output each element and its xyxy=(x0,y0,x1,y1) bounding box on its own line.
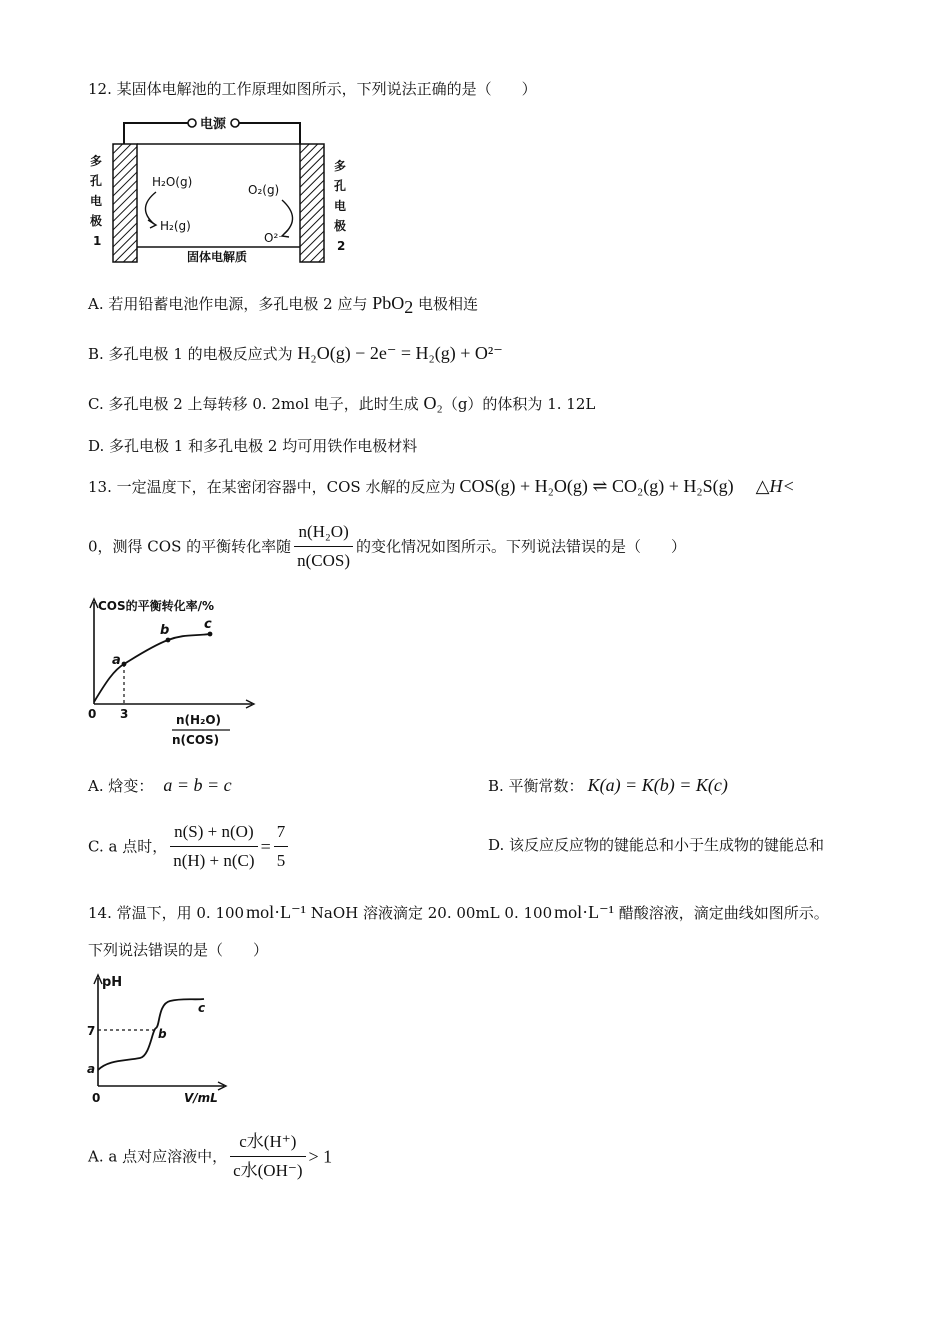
svg-text:孔: 孔 xyxy=(334,179,347,193)
svg-text:多: 多 xyxy=(334,159,347,173)
svg-text:电: 电 xyxy=(334,199,347,213)
q14-tick-7: 7 xyxy=(87,1024,96,1038)
svg-text:极: 极 xyxy=(90,214,103,228)
q13-point-b-dot xyxy=(166,638,171,643)
q13-option-a[interactable]: A. 焓变： a = b = c xyxy=(88,775,232,795)
power-terminal-right xyxy=(231,119,239,127)
q13-xlabel-num: n(H₂O) xyxy=(176,713,222,727)
q14-a-fraction: $\frac{\text{c水(H⁺)}}{\text{c水(OH⁻)}}$ xyxy=(230,1130,305,1183)
q13-option-d[interactable]: D. 该反应反应物的键能总和小于生成物的键能总和 xyxy=(488,836,825,854)
q13-conversion-curve xyxy=(94,634,210,702)
electrode-1-label xyxy=(89,153,102,248)
q14-stem-line1: 14. 常温下，用 0. 100 mol·L⁻¹ NaOH 溶液滴定 20. 00mL 0. 100 mol·L⁻¹ 醋酸溶液，滴定曲线如图所示。 xyxy=(88,902,829,922)
svg-text:2: 2 xyxy=(337,239,346,253)
q12-option-d[interactable]: D. 多孔电极 1 和多孔电极 2 均可用铁作电极材料 xyxy=(88,437,418,455)
electrolyte-label: 固体电解质 xyxy=(187,250,248,264)
o2-label: O₂(g) xyxy=(248,183,280,197)
q13-option-b[interactable]: B. 平衡常数： K(a) = K(b) = K(c) xyxy=(488,775,728,795)
q13-ylabel: COS的平衡转化率/% xyxy=(98,599,215,613)
power-terminal-left xyxy=(188,119,196,127)
q14-xlabel: V/mL xyxy=(184,1091,218,1105)
q13-point-a-dot xyxy=(122,662,127,667)
q12-electrolysis-diagram xyxy=(88,110,358,270)
q14-point-c: c xyxy=(198,1001,206,1015)
h2o-label: H₂O(g) xyxy=(152,175,193,189)
q14-titration-curve xyxy=(98,999,204,1070)
q13-stem-line2: 0，测得 COS 的平衡转化率随 $\frac{\text{n(H₂O)}}{\text{n(COS)}}$ 的变化情况如图所示。下列说法错误的是（ ） xyxy=(88,520,686,573)
svg-text:极: 极 xyxy=(334,219,347,233)
q12-option-c[interactable]: C. 多孔电极 2 上每转移 0. 2mol 电子，此时生成 O₂（g）的体积为 1. 12L xyxy=(88,393,596,413)
q13-c-fraction: $\frac{n(S) + n(O)}{n(H) + n(C)}$ xyxy=(170,820,257,873)
porous-electrode-1 xyxy=(113,144,137,262)
power-label: 电源 xyxy=(200,117,227,132)
q13-stem-line1: 13. 一定温度下，在某密闭容器中，COS 水解的反应为 COS(g) + H₂O(g) ⇌ CO₂(g) + H₂S(g) △H< xyxy=(88,476,795,496)
q13-point-a: a xyxy=(112,653,121,668)
q14-point-a: a xyxy=(87,1062,96,1076)
svg-text:电: 电 xyxy=(90,194,103,208)
electrode-2-label xyxy=(333,158,346,253)
arrow-h2o-to-h2 xyxy=(145,192,156,224)
o2-ion-label: O²⁻ xyxy=(264,231,285,245)
svg-text:1: 1 xyxy=(93,234,102,248)
q12-option-a[interactable]: A. 若用铅蓄电池作电源，多孔电极 2 应与 PbO$_2$ 电极相连 xyxy=(88,293,479,317)
q14-titration-chart xyxy=(84,970,244,1110)
q14-point-b: b xyxy=(158,1027,167,1041)
porous-electrode-2 xyxy=(300,144,324,262)
q14-origin: 0 xyxy=(92,1091,101,1105)
q13-point-c: c xyxy=(204,617,212,632)
h2-label: H₂(g) xyxy=(160,219,191,233)
svg-text:孔: 孔 xyxy=(90,174,103,188)
q12-option-b[interactable]: B. 多孔电极 1 的电极反应式为 H₂O(g) − 2e⁻ = H₂(g) + O²⁻ xyxy=(88,343,503,363)
q13-c-value: $\frac{7}{5}$ xyxy=(274,820,289,873)
q14-ylabel: pH xyxy=(102,975,123,990)
svg-text:多: 多 xyxy=(90,154,103,168)
q14-option-a[interactable]: A. a 点对应溶液中， $\frac{\text{c水(H⁺)}}{\text{c水(OH⁻)}}$ > 1 xyxy=(88,1130,332,1183)
q13-origin: 0 xyxy=(88,707,97,721)
arrow-o2-to-ion xyxy=(282,200,293,234)
q13-option-c[interactable]: C. a 点时， $\frac{n(S) + n(O)}{n(H) + n(C)}$ = $\frac{7}{5}$ xyxy=(88,820,291,873)
q14-stem-line2: 下列说法错误的是（ ） xyxy=(88,941,269,959)
q13-conversion-chart xyxy=(84,594,264,754)
q13-tick-3: 3 xyxy=(120,707,129,721)
q13-point-c-dot xyxy=(208,632,213,637)
ratio-fraction: $\frac{\text{n(H₂O)}}{\text{n(COS)}}$ xyxy=(294,520,353,573)
q12-stem: 12. 某固体电解池的工作原理如图所示，下列说法正确的是（ ） xyxy=(88,80,537,98)
q13-xlabel-den: n(COS) xyxy=(172,733,220,747)
q13-point-b: b xyxy=(160,623,170,638)
